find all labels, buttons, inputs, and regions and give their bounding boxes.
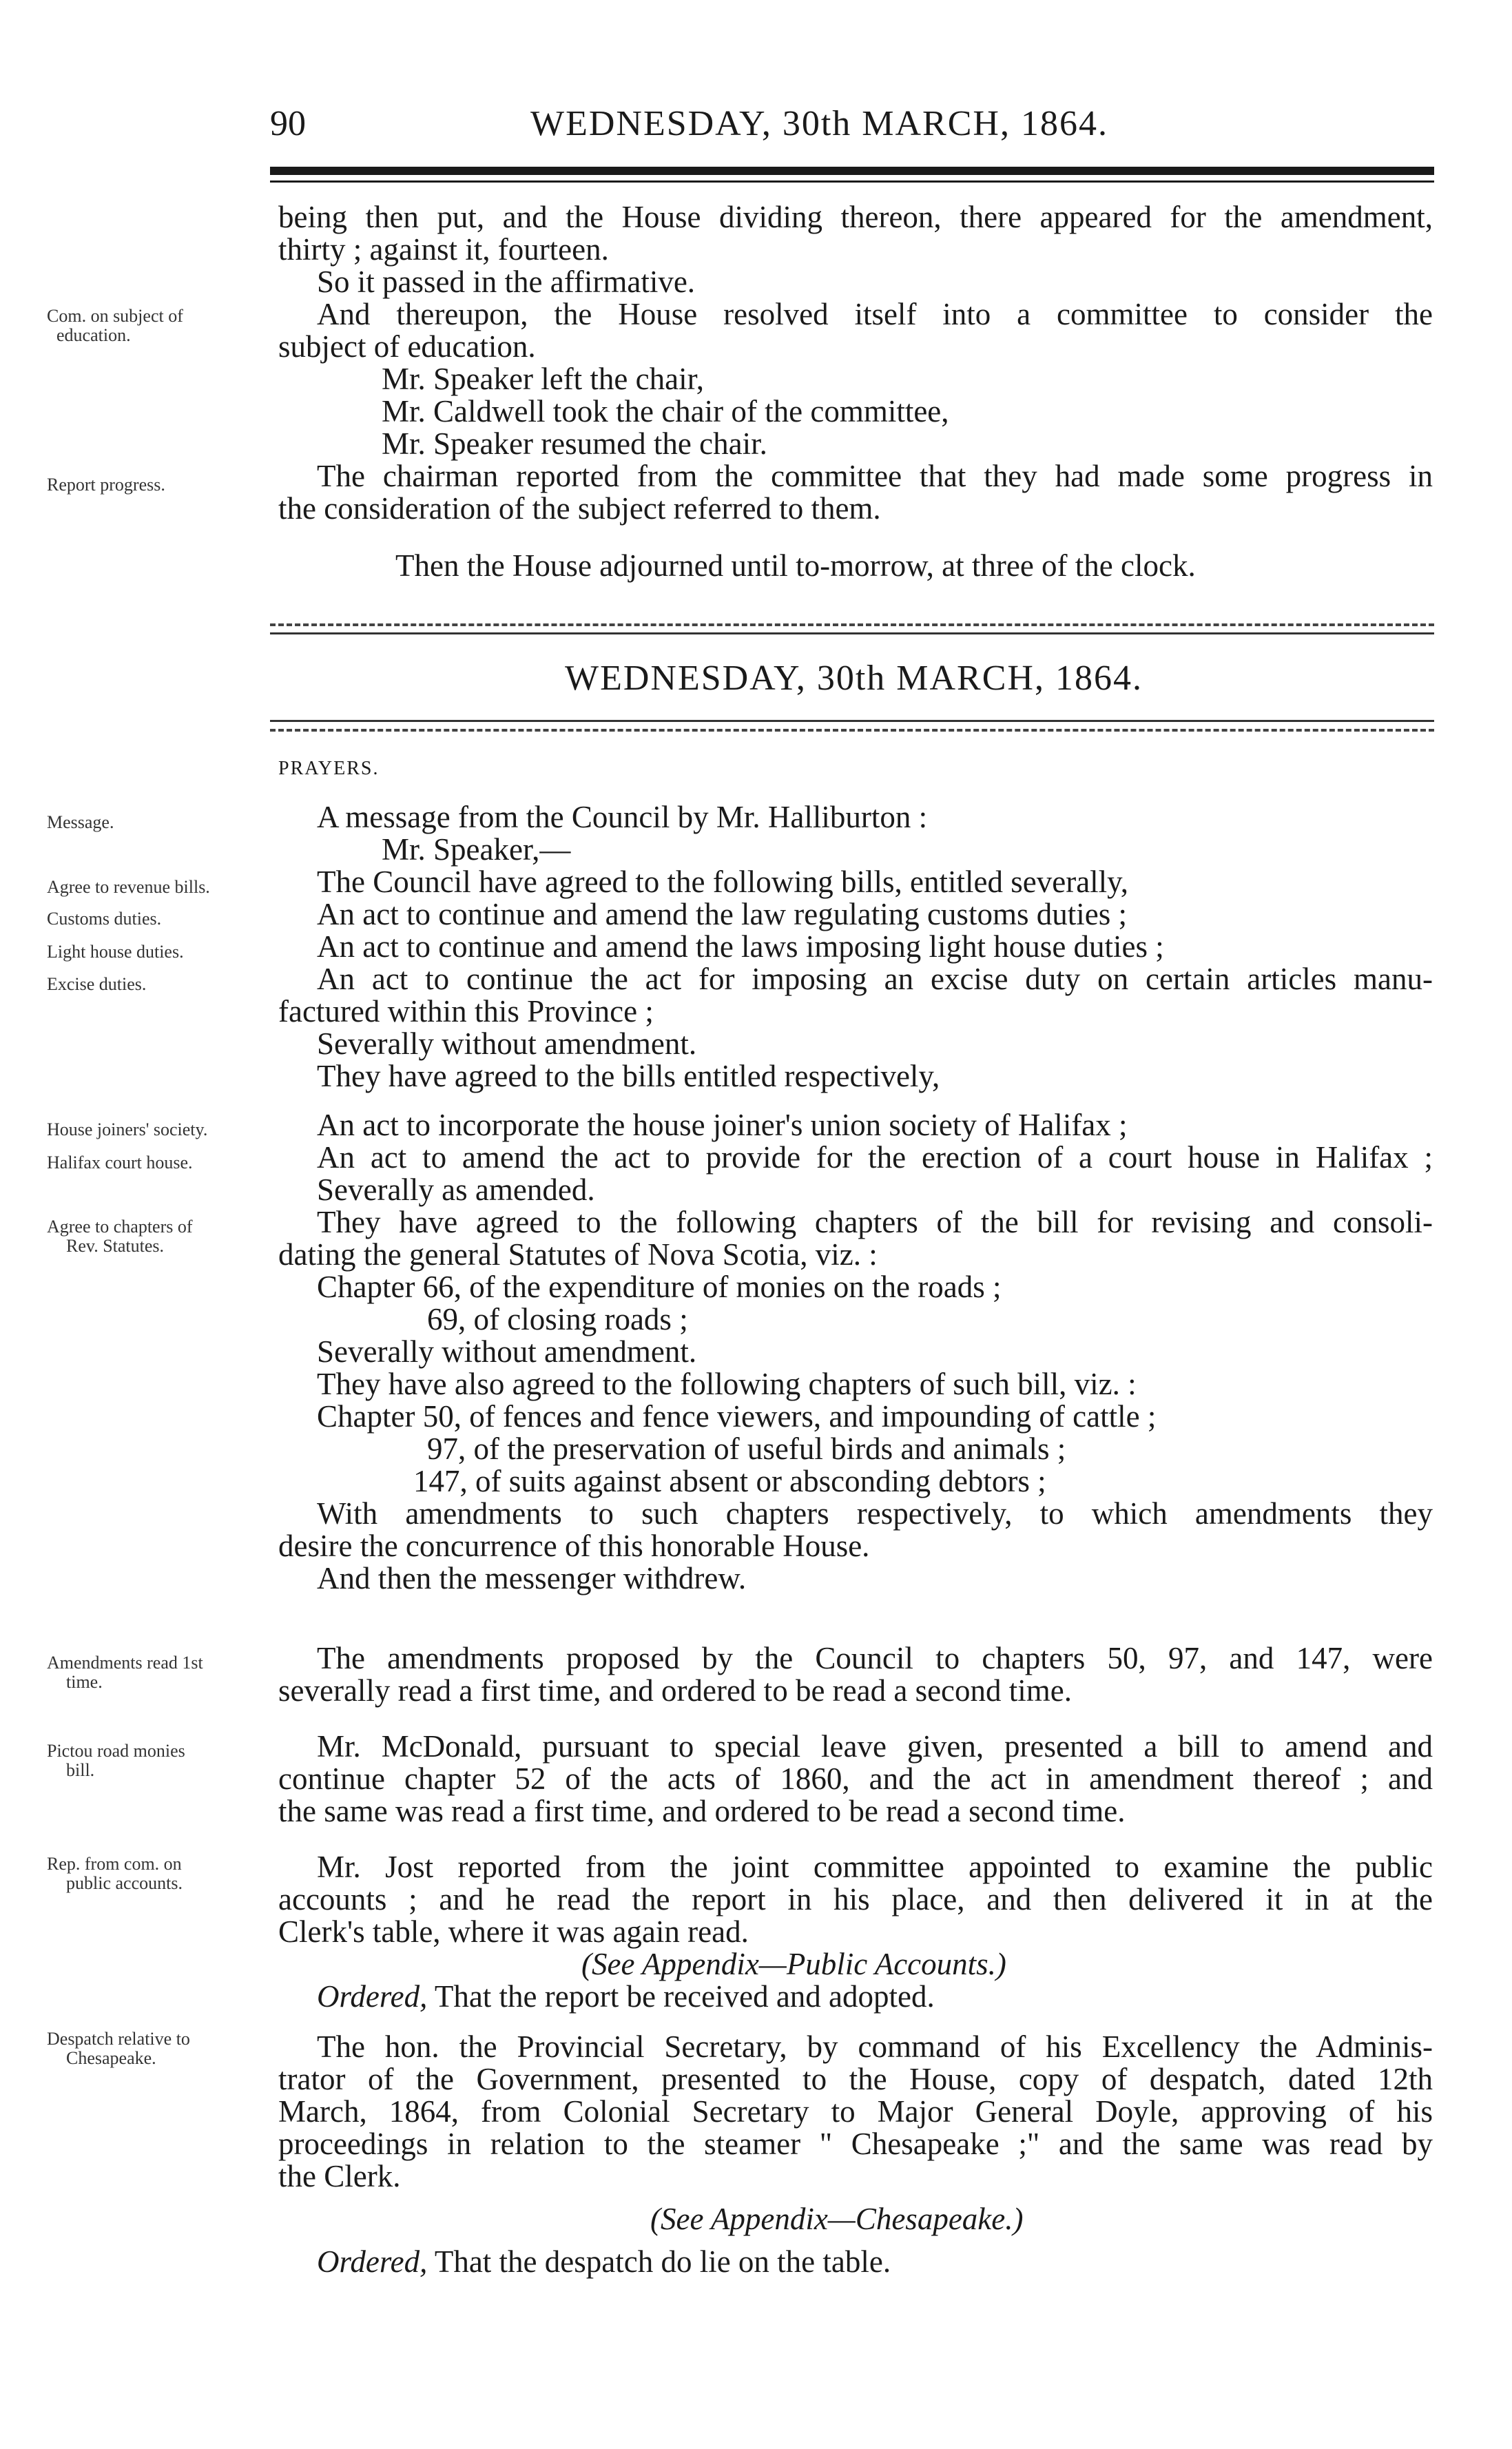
margin-note: Com. on subject of education. (47, 306, 183, 345)
section-rule-bottom-dash (270, 729, 1434, 732)
header-rule-thin (270, 180, 1434, 183)
text-line: Severally as amended. (317, 1172, 595, 1207)
margin-note: House joiners' society. (47, 1119, 208, 1139)
margin-note: Amendments read 1st time. (47, 1653, 203, 1692)
margin-note: Customs duties. (47, 909, 162, 929)
text-line: An act to continue and amend the laws imposing light house duties ; (317, 929, 1164, 964)
margin-note: Message. (47, 812, 114, 832)
text-line: 97, of the preservation of useful birds and animals ; (427, 1432, 1066, 1466)
margin-note: Light house duties. (47, 942, 184, 962)
text-line: And thereupon, the House resolved itself into a committee to consider the (317, 297, 1433, 331)
text-line: Then the House adjourned until to-morrow, at three of the clock. (395, 548, 1196, 583)
ordered-line: Ordered, That the despatch do lie on the table. (317, 2244, 891, 2279)
text-line: An act to incorporate the house joiner's union society of Halifax ; (317, 1108, 1128, 1142)
text-line: dating the general Statutes of Nova Scotia, viz. : (278, 1237, 878, 1272)
text-line: severally read a first time, and ordered to be read a second time. (278, 1673, 1073, 1708)
header-rule-thick (270, 167, 1434, 175)
text-line: accounts ; and he read the report in his place, and then delivered it in at the (278, 1882, 1433, 1916)
text-line: Mr. McDonald, pursuant to special leave given, presented a bill to amend and (317, 1729, 1433, 1764)
ordered-line: Ordered, That the report be received and adopted. (317, 1979, 935, 2014)
text-line: They have also agreed to the following chapters of such bill, viz. : (317, 1367, 1137, 1401)
text-line: Severally without amendment. (317, 1334, 697, 1369)
text-line: They have agreed to the following chapters of the bill for revising and consoli- (317, 1205, 1433, 1239)
text-line: proceedings in relation to the steamer " Chesapeake ;" and the same was read by (278, 2127, 1433, 2161)
text-line: An act to amend the act to provide for the erection of a court house in Halifax ; (317, 1140, 1433, 1175)
margin-note: Pictou road monies bill. (47, 1741, 185, 1780)
appendix-reference: (See Appendix—Public Accounts.) (581, 1947, 1006, 1981)
text-line: The Council have agreed to the following bills, entitled severally, (317, 865, 1128, 899)
text-line: trator of the Government, presented to the House, copy of despatch, dated 12th (278, 2062, 1433, 2096)
text-line: the Clerk. (278, 2159, 401, 2193)
text-line: The amendments proposed by the Council to chapters 50, 97, and 147, were (317, 1641, 1433, 1675)
text-line: Clerk's table, where it was again read. (278, 1914, 749, 1949)
section-rule-bottom (270, 720, 1434, 722)
text-line: Mr. Speaker,— (382, 832, 571, 867)
text-line: An act to continue the act for imposing an excise duty on certain articles manu- (317, 962, 1433, 996)
text-line: Severally without amendment. (317, 1026, 697, 1061)
text-line: A message from the Council by Mr. Halliburton : (317, 800, 928, 834)
text-line: The chairman reported from the committee that they had made some progress in (317, 459, 1433, 493)
margin-note: Halifax court house. (47, 1153, 193, 1172)
margin-note: Excise duties. (47, 974, 147, 994)
text-line: being then put, and the House dividing thereon, there appeared for the amendment, (278, 200, 1433, 234)
appendix-reference: (See Appendix—Chesapeake.) (650, 2202, 1024, 2236)
text-line: continue chapter 52 of the acts of 1860, and the act in amendment thereof ; and (278, 1761, 1433, 1796)
margin-note: Agree to revenue bills. (47, 877, 210, 897)
text-line: So it passed in the affirmative. (317, 265, 696, 299)
text-line: the consideration of the subject referred to them. (278, 491, 881, 526)
text-line: With amendments to such chapters respectively, to which amendments they (317, 1496, 1433, 1531)
section-rule-top (270, 623, 1434, 626)
margin-note: Despatch relative to Chesapeake. (47, 2029, 190, 2068)
text-line: subject of education. (278, 329, 536, 364)
text-line: Mr. Caldwell took the chair of the committee, (382, 394, 949, 428)
page-header-title: WEDNESDAY, 30th MARCH, 1864. (530, 104, 1108, 143)
margin-note: Agree to chapters of Rev. Statutes. (47, 1217, 193, 1256)
text-line: 147, of suits against absent or absconding debtors ; (413, 1464, 1046, 1498)
section-title: WEDNESDAY, 30th MARCH, 1864. (565, 659, 1143, 698)
margin-note: Report progress. (47, 475, 165, 495)
text-line: They have agreed to the bills entitled respectively, (317, 1059, 940, 1093)
text-line: desire the concurrence of this honorable House. (278, 1529, 870, 1563)
text-line: Chapter 50, of fences and fence viewers, and impounding of cattle ; (317, 1399, 1157, 1434)
page-number: 90 (270, 104, 306, 143)
text-line: Mr. Jost reported from the joint committee appointed to examine the public (317, 1850, 1433, 1884)
text-line: Chapter 66, of the expenditure of monies on the roads ; (317, 1270, 1002, 1304)
text-line: March, 1864, from Colonial Secretary to Major General Doyle, approving of his (278, 2094, 1433, 2129)
text-line: And then the messenger withdrew. (317, 1561, 747, 1595)
text-line: thirty ; against it, fourteen. (278, 232, 609, 267)
prayers-label: PRAYERS. (278, 758, 380, 779)
section-rule-top-solid (270, 632, 1434, 634)
text-line: Mr. Speaker resumed the chair. (382, 426, 767, 461)
text-line: An act to continue and amend the law regulating customs duties ; (317, 897, 1127, 931)
margin-note: Rep. from com. on public accounts. (47, 1854, 183, 1893)
text-line: 69, of closing roads ; (427, 1302, 688, 1336)
text-line: The hon. the Provincial Secretary, by command of his Excellency the Adminis- (317, 2029, 1433, 2064)
text-line: Mr. Speaker left the chair, (382, 362, 705, 396)
text-line: the same was read a first time, and ordered to be read a second time. (278, 1794, 1126, 1828)
text-line: factured within this Province ; (278, 994, 654, 1029)
